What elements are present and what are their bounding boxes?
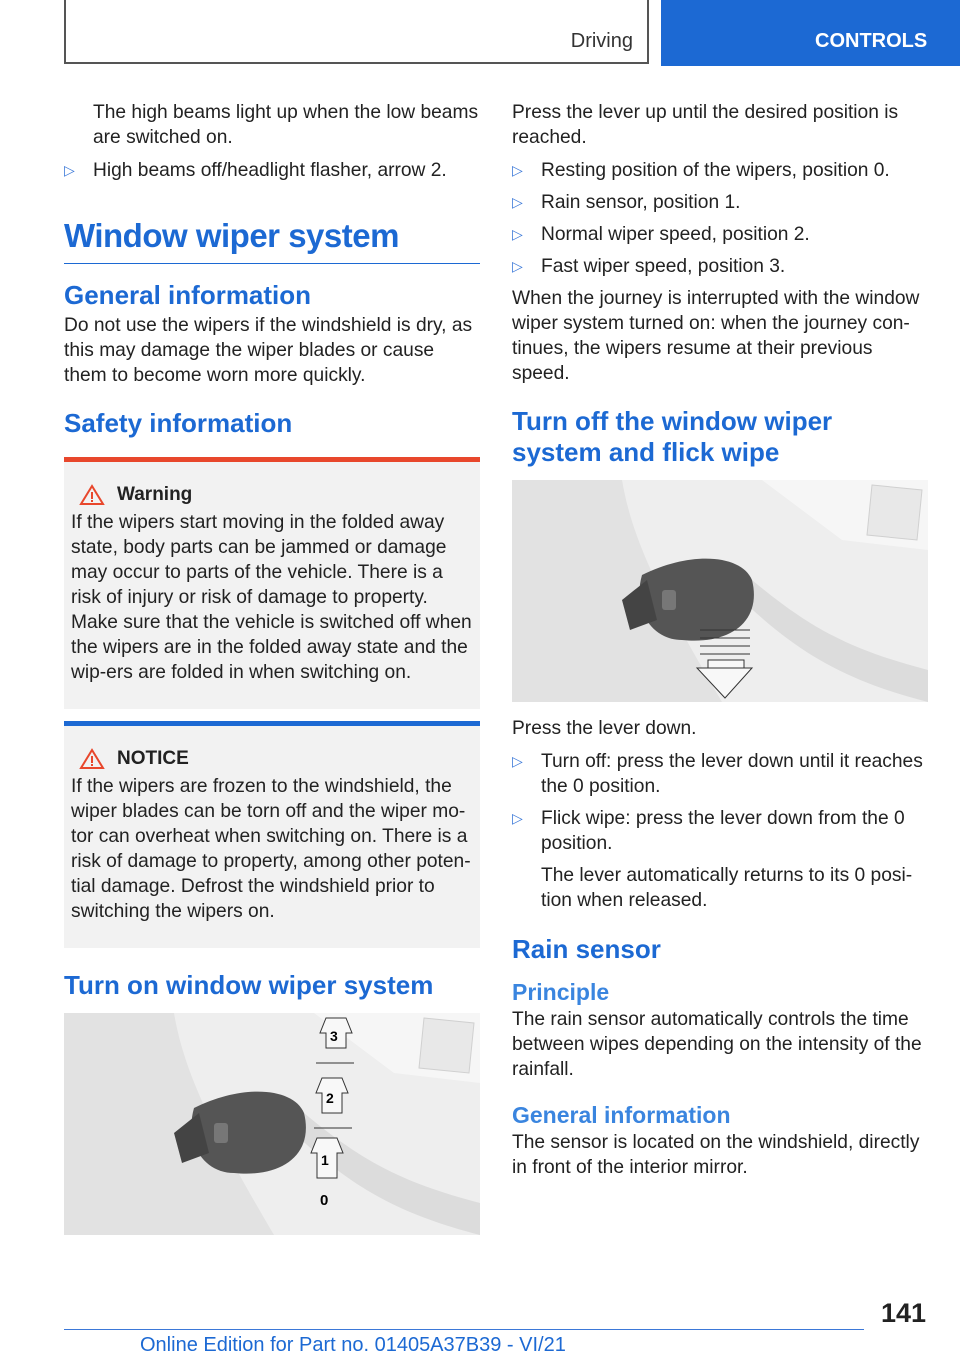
turn-off-heading: Turn off the window wiper system and flick wipe [512,406,833,467]
header-section-tab [64,0,649,64]
left-column [64,100,480,1235]
general-text: Do not use the wipers if the windshield is dry, as this may damage the wiper blades or cause them to become worn more quickly. [64,315,473,386]
list-item: ▷ Turn off: press the lever down until it reaches the 0 position. [512,751,923,797]
safety-heading: Safety information [64,408,293,438]
fig-label-0: 0 [320,1192,329,1209]
header-chapter-tab [661,0,960,66]
arrow-bullet-icon: ▷ [512,226,523,242]
intro-list [64,158,480,183]
general-heading-right: General information [512,1102,731,1128]
page-number: 141 [880,1298,926,1328]
notice-triangle-icon [79,748,105,770]
list-item: ▷ Normal wiper speed, position 2. [512,224,810,245]
page-header [0,0,960,66]
wiper-lever-up-illustration [64,1013,480,1235]
header-chapter-label: CONTROLS [815,30,928,52]
arrow-bullet-icon: ▷ [512,810,523,826]
principle-text: The rain sensor automatically controls the time between wipes depending on the intensity of the rainfall. [512,1009,922,1080]
press-down-text: Press the lever down. [512,718,697,739]
arrow-bullet-icon: ▷ [512,753,523,769]
notice-text: If the wipers are frozen to the windshield, the wiper blades can be torn off and the wiper mo-tor can overheat when switching on. There is a risk of damage to property, among other poten-tial damage. Defrost the windshield prior to switching the wipers on. [71,776,471,922]
notice-title: NOTICE [117,748,189,769]
general-heading: General information [64,280,312,310]
intro-continuation: The high beams light up when the low beams are switched on. [93,102,479,148]
off-list [512,749,928,856]
warning-title: Warning [117,484,193,505]
right-column [512,100,928,1188]
list-item: ▷ Resting position of the wipers, position 0. [512,160,890,181]
fig-label-1: 1 [321,1152,329,1168]
list-item: ▷ Flick wipe: press the lever down from the 0 position. [512,808,905,854]
fig-label-3: 3 [330,1028,338,1044]
warning-box [64,457,480,709]
list-item: ▷ High beams off/headlight flasher, arrow 2. [64,160,447,181]
section-title: Window wiper system [64,217,480,264]
footer-edition: Online Edition for Part no. 01405A37B39 - VI/21 [140,1334,566,1356]
press-up-text: Press the lever up until the desired position is reached. [512,102,899,148]
general-text-right: The sensor is located on the windshield, directly in front of the interior mirror. [512,1132,920,1178]
journey-text: When the journey is interrupted with the window wiper system turned on: when the journey con-tinues, the wipers resume at their previous speed. [512,288,920,384]
warning-text: If the wipers start moving in the folded away state, body parts can be jammed or damage may occur to parts of the vehicle. There is a risk of injury or risk of damage to property. Make sure that the vehicle is switched off when the wipers are in the folded away state and the wip-ers are folded in when switching on. [71,512,472,683]
arrow-bullet-icon: ▷ [64,162,75,178]
arrow-bullet-icon: ▷ [512,194,523,210]
notice-box [64,721,480,948]
positions-list [512,158,928,279]
rain-heading: Rain sensor [512,934,661,964]
header-section-label: Driving [570,30,633,52]
turn-on-heading: Turn on window wiper system [64,970,434,1000]
list-item: ▷ Rain sensor, position 1. [512,192,741,213]
warning-triangle-icon [79,484,105,506]
footer-divider [64,1329,864,1330]
wiper-lever-down-illustration [512,480,928,702]
fig-label-2: 2 [326,1090,334,1106]
arrow-bullet-icon: ▷ [512,162,523,178]
arrow-bullet-icon: ▷ [512,258,523,274]
principle-heading: Principle [512,979,610,1005]
flick-note: The lever automatically returns to its 0 posi-tion when released. [541,865,913,911]
list-item: ▷ Fast wiper speed, position 3. [512,256,786,277]
